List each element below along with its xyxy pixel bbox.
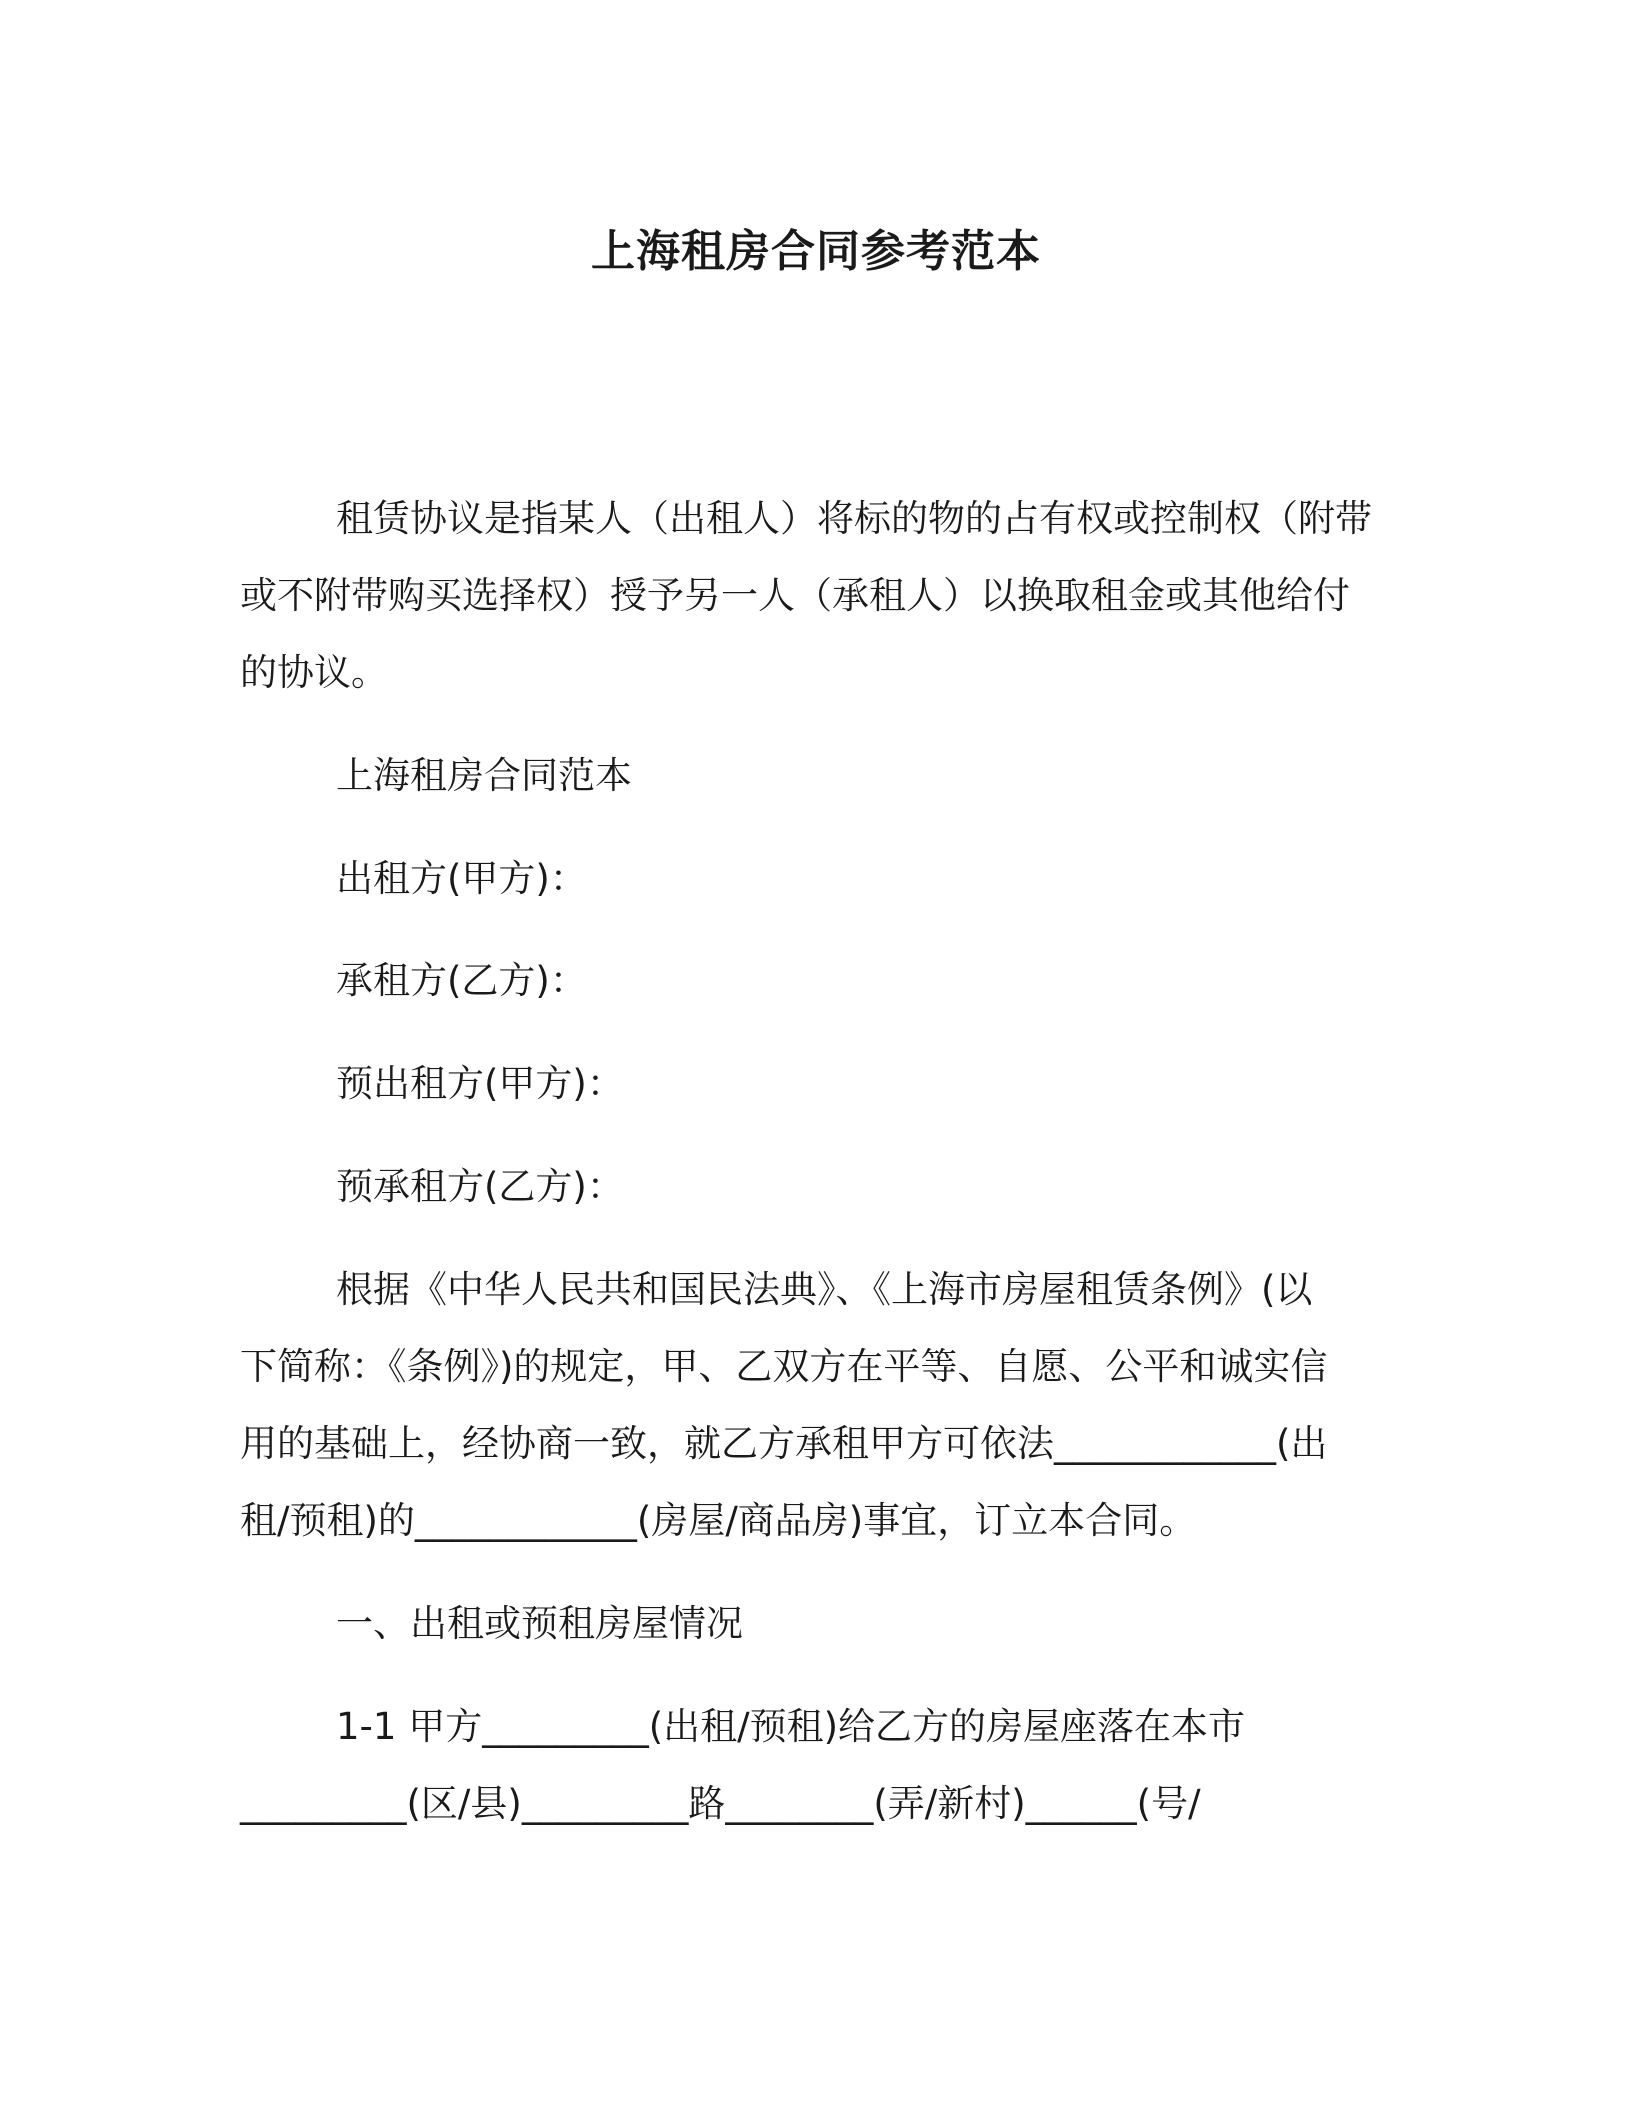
clause-1-1-line-2: _________(区/县)_________路________(弄/新村)______(号/ xyxy=(240,1782,1201,1825)
party-pre-lessor: 预出租方(甲方)： xyxy=(336,1062,624,1105)
party-lessee: 承租方(乙方)： xyxy=(336,959,587,1002)
intro-line-3: 的协议。 xyxy=(240,651,388,694)
basis-line-1: 根据《中华人民共和国民法典》、《上海市房屋租赁条例》(以 xyxy=(336,1268,1313,1311)
clause-1-1-line-1: 1-1 甲方_________(出租/预租)给乙方的房屋座落在本市 xyxy=(336,1705,1246,1748)
party-lessor: 出租方(甲方)： xyxy=(336,857,587,900)
document-title: 上海租房合同参考范本 xyxy=(591,226,1041,277)
section-1-heading: 一、出租或预租房屋情况 xyxy=(336,1602,743,1645)
intro-line-1: 租赁协议是指某人（出租人）将标的物的占有权或控制权（附带 xyxy=(336,497,1372,540)
basis-line-4: 租/预租)的____________(房屋/商品房)事宜，订立本合同。 xyxy=(240,1499,1197,1542)
intro-line-2: 或不附带购买选择权）授予另一人（承租人）以换取租金或其他给付 xyxy=(240,574,1350,617)
basis-line-3: 用的基础上，经协商一致，就乙方承租甲方可依法____________(出 xyxy=(240,1422,1328,1465)
basis-line-2: 下简称：《条例》)的规定，甲、乙双方在平等、自愿、公平和诚实信 xyxy=(240,1345,1328,1388)
party-pre-lessee: 预承租方(乙方)： xyxy=(336,1165,624,1208)
subtitle: 上海租房合同范本 xyxy=(336,754,632,797)
